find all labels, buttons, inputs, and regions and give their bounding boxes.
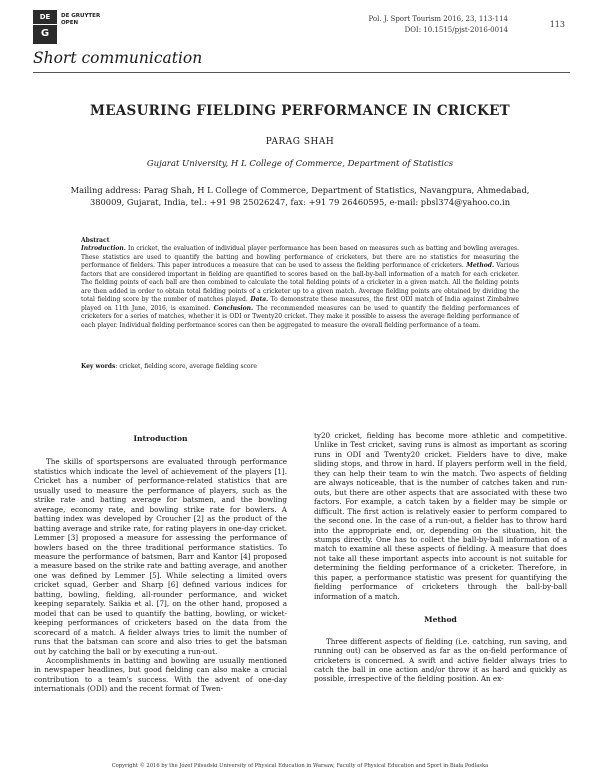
publisher-line2: OPEN (61, 20, 79, 26)
publisher-logo (33, 10, 57, 44)
abstract-method-label: Method. (463, 262, 495, 270)
abstract-conclusion-label: Conclusion. (210, 304, 254, 312)
copyright-footer: Copyright © 2016 by the Józef Piłsudski University of Physical Education in Warsaw, Faculty of Physical Education and Sport in Biała Podlaska (111, 763, 489, 769)
author-name: PARAG SHAH (265, 137, 335, 147)
abstract-data-text: To demonstrate these measures, the first ODI match of India against Zimbabwe played on 11th June, 2016, is examined. (81, 296, 519, 312)
journal-header (368, 14, 508, 36)
logo-top-text: DE (39, 13, 51, 21)
body-column-left (34, 434, 287, 694)
keywords-text: : cricket, fielding score, average fielding score (115, 363, 257, 370)
keywords-line (81, 363, 519, 370)
logo-bottom-text: G (33, 24, 57, 43)
introduction-paragraph-1: The skills of sportspersons are evaluated through performance statistics which indicate the level of achievement of the players [1]. Cricket has a number of performance-related statistics that are usually used to measure the performance of players, such as the strike rate and batting average for batsmen, and the bowling average, economy rate, and bowling strike rate for bowlers. A batting index was developed by Croucher [2] as the product of the batting average and strike rate, for rating players in one-day cricket. Lemmer [3] proposed a measure for assessing the performance of bowlers based on the three traditional performance statistics. To measure the performance of batsmen, Barr and Kantor [4] proposed a measure based on the strike rate and batting average, and another one was defined by Lemmer [5]. While selecting a limited overs cricket squad, Gerber and Sharp [6] defined various indices for batting, bowling, fielding, all-rounder performance, and wicket keeping separately. Saikia et al. [7], on the other hand, proposed a model that can be used to quantify the batting, bowling, or wicket-keeping performances of cricketers based on the data from the scorecard of a match. A fielder always tries to limit the number of runs that the batsman can score and also tries to get the batsman out by catching the ball or by executing a run-out. (34, 457, 287, 656)
abstract-block (81, 237, 519, 330)
page-number: 113 (549, 20, 565, 29)
journal-citation: Pol. J. Sport Tourism 2016, 23, 113-114 (368, 15, 508, 23)
abstract-data-label: Data. (247, 296, 269, 304)
section-type-label: Short communication (33, 49, 203, 67)
keywords-label: Key words (81, 363, 116, 370)
abstract-method-text: Various factors that are considered important in fielding are quantified to scores based on the ball-by-ball information of a match for each cricketer. The fielding points of each ball are then combined to calculate the total fielding points of a cricketer in a given match. All the fielding points are then added in order to obtain total fielding points of a cricketer up to a given match. Average fielding points are obtained by dividing the total fielding score by the number of matches played. (81, 262, 520, 304)
header-divider (33, 72, 570, 73)
author-affiliation: Gujarat University, H L College of Commerce, Department of Statistics (146, 159, 454, 169)
introduction-paragraph-2: Accomplishments in batting and bowling are usually mentioned in newspaper headlines, but good fielding can also make a crucial contribution to a team's success. With the advent of one-day internationals (ODI) and the recent format of Twen- (34, 655, 287, 694)
introduction-paragraph-3: ty20 cricket, fielding has become more athletic and competitive. Unlike in Test cricket, saving runs is almost as important as scoring runs in ODI and Twenty20 cricket. Fielders have to dive, make sliding stops, and throw in hard. If players perform well in the field, they can help their team to win the match. Two aspects of fielding are always noticeable, that is the number of catches taken and run-outs, but there are other aspects that are associated with these two factors. For example, a catch taken by a fielder may be simple or difficult. The first action is relatively easier to perform compared to the second one. In the case of a run-out, a fielder has to throw hard into the appropriate end, or, depending on the situation, hit the stumps directly. One has to collect the ball-by-ball information of a match to examine all these aspects of fielding. A measure that does not take all these important aspects into account is not suitable for determining the fielding performance of a cricketer. Therefore, in this paper, a performance statistic was present for quantifying the fielding performance of cricketers through the ball-by-ball information of a match. (314, 431, 567, 601)
publisher-name (61, 13, 100, 27)
method-paragraph-1: Three different aspects of fielding (i.e. catching, run saving, and running out) can be observed as far as the on-field performance of cricketers is concerned. A swift and active fielder always tries to catch the ball in one action and/or throw it as hard and quickly as possible, irrespective of the fielding position. An ex- (314, 636, 567, 684)
abstract-heading: Abstract (81, 237, 110, 244)
abstract-conclusion-text: The recommended measures can be used to quantify the fielding performances of cricketers for a series of matches, whether it is ODI or Twenty20 cricket. They make it possible to assess the average fielding performance of each player. Individual fielding performance scores can then be aggregated to measure the overall fielding performance of a team. (81, 304, 520, 329)
body-column-right (314, 431, 567, 684)
publisher-line1: DE GRUYTER (61, 13, 101, 19)
abstract-intro-label: Introduction. (81, 245, 126, 253)
paper-title: MEASURING FIELDING PERFORMANCE IN CRICKET (89, 103, 511, 119)
method-heading: Method (424, 615, 457, 625)
mailing-address: Mailing address: Parag Shah, H L College of Commerce, Department of Statistics, Navangpura, Ahmedabad, 380009, Gujarat, India, tel.: +91 98 25026247, fax: +91 79 26460595, e-mail: pbsl374@yahoo.co.in (70, 185, 530, 207)
doi-line: DOI: 10.1515/pjst-2016-0014 (404, 26, 508, 34)
introduction-heading: Introduction (133, 434, 188, 443)
abstract-intro-text: In cricket, the evaluation of individual player performance has been based on measures such as batting and bowling averages. These statistics are used to quantify the batting and bowling performance of cricketers, but there are no statistics for measuring the performance of fielders. This paper introduces a measure that can be used to assess the fielding performance of cricketers. (81, 245, 519, 270)
